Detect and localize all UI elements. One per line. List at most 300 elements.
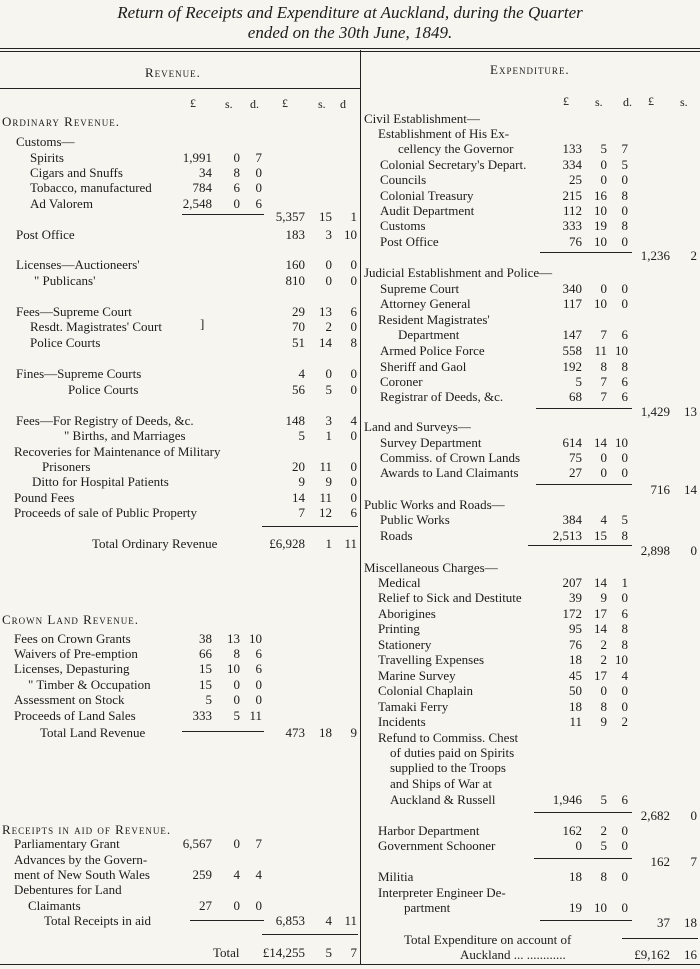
- document-title: [0, 3, 700, 43]
- total-land-label: Total Land Revenue: [40, 725, 146, 740]
- exp-head-pounds: £: [563, 94, 569, 108]
- ditto-hospital-shillings: 9: [325, 474, 332, 489]
- civil-item-label: Post Office: [380, 234, 439, 249]
- harbor-shillings: 2: [600, 823, 607, 838]
- recoveries-pence: 0: [350, 459, 357, 474]
- recoveries-label-2: Prisoners: [42, 459, 91, 474]
- land-surveys-heading: Land and Surveys—: [364, 419, 471, 434]
- judicial-item-pence: 8: [621, 359, 628, 374]
- misc-item-label: Incidents: [378, 714, 426, 729]
- civil-item-pounds: 76: [569, 234, 582, 249]
- judicial-item-shillings: 7: [600, 389, 607, 404]
- crown-item-label: Fees on Crown Grants: [14, 631, 131, 646]
- judicial-item-shillings: 8: [600, 359, 607, 374]
- civil-gov-label-1: Establishment of His Ex-: [378, 126, 510, 141]
- judicial-item-pounds: 5: [575, 374, 582, 389]
- customs-item-shillings: 0: [233, 150, 240, 165]
- total-aid-pence: 11: [344, 913, 357, 928]
- harbor-pence: 0: [621, 823, 628, 838]
- works-item-label: Public Works: [380, 512, 450, 527]
- interpreter-total-pounds: 37: [657, 915, 670, 930]
- crown-item-shillings: 5: [233, 708, 240, 723]
- post-office-shillings: 3: [325, 227, 332, 242]
- misc-item-shillings: 9: [600, 714, 607, 729]
- total-land-shillings: 18: [319, 725, 332, 740]
- customs-item-pence: 0: [255, 180, 262, 195]
- advances-label-1: Advances by the Govern-: [14, 852, 148, 867]
- refund-shillings: 5: [600, 792, 607, 807]
- customs-item-pence: 6: [255, 196, 262, 211]
- civil-item-label: Colonial Treasury: [380, 188, 474, 203]
- misc-item-label: Marine Survey: [378, 668, 456, 683]
- fee-shillings: 13: [319, 304, 332, 319]
- judicial-item-pounds: 68: [569, 389, 582, 404]
- interpreter-pence: 0: [621, 900, 628, 915]
- land-item-label: Survey Department: [380, 435, 482, 450]
- registry-shillings: 3: [325, 413, 332, 428]
- pound-fees-shillings: 11: [319, 490, 332, 505]
- rev-head-pence-2: d: [340, 97, 346, 111]
- judicial-item-label: Armed Police Force: [380, 343, 485, 358]
- land-item-label: Commiss. of Crown Lands: [380, 450, 521, 465]
- customs-item-pounds: 2,548: [182, 196, 212, 211]
- land-item-pence: 0: [621, 450, 628, 465]
- civil-item-label: Customs: [380, 218, 426, 233]
- crown-item-pence: 0: [255, 677, 262, 692]
- license-shillings: 0: [325, 257, 332, 272]
- pound-fees-label: Pound Fees: [14, 490, 75, 505]
- misc-item-pence: 8: [621, 637, 628, 652]
- total-land-pounds: 473: [285, 725, 305, 740]
- crown-item-pounds: 38: [199, 631, 212, 646]
- registry-pence: 4: [350, 413, 357, 428]
- misc-item-pence: 0: [621, 683, 628, 698]
- interpreter-label-2: partment: [404, 900, 451, 915]
- judicial-item-pence: 0: [621, 296, 628, 311]
- misc-item-shillings: 17: [594, 668, 607, 683]
- works-item-shillings: 15: [594, 528, 607, 543]
- judicial-item-label: Coroner: [380, 374, 423, 389]
- ditto-hospital-pounds: 9: [298, 474, 305, 489]
- customs-item-pounds: 784: [192, 180, 212, 195]
- fee-pence: 0: [350, 319, 357, 334]
- grand-total-pounds: £14,255: [262, 945, 305, 960]
- ditto-hospital-label: Ditto for Hospital Patients: [32, 474, 169, 489]
- crown-item-shillings: 0: [233, 677, 240, 692]
- resident-pounds: 147: [562, 327, 582, 342]
- crown-item-pence: 6: [255, 661, 262, 676]
- customs-item-label: Tobacco, manufactured: [30, 180, 152, 195]
- schooner-label: Government Schooner: [378, 838, 496, 853]
- customs-item-pounds: 34: [199, 165, 212, 180]
- customs-total-pence: 1: [350, 209, 357, 224]
- civil-item-pence: 8: [621, 218, 628, 233]
- advances-pounds: 259: [192, 867, 212, 882]
- civil-item-pence: 0: [621, 172, 628, 187]
- advances-shillings: 4: [233, 867, 240, 882]
- judicial-item-pounds: 117: [562, 296, 582, 311]
- fee-pence: 6: [350, 304, 357, 319]
- misc-item-pence: 0: [621, 590, 628, 605]
- crown-item-label: Assessment on Stock: [14, 692, 125, 707]
- judicial-item-shillings: 11: [594, 343, 607, 358]
- misc-item-label: Colonial Chaplain: [378, 683, 473, 698]
- registry-shillings: 1: [325, 428, 332, 443]
- judicial-item-label: Registrar of Deeds, &c.: [380, 389, 504, 404]
- post-office-label: Post Office: [16, 227, 75, 242]
- misc-item-shillings: 2: [600, 637, 607, 652]
- parliamentary-label: Parliamentary Grant: [14, 836, 120, 851]
- exp-head-shillings: s.: [595, 95, 603, 109]
- exp-total-label-1: Total Expenditure on account of: [404, 932, 572, 947]
- civil-item-pounds: 25: [569, 172, 582, 187]
- judicial-item-pounds: 192: [562, 359, 582, 374]
- fine-pence: 0: [350, 382, 357, 397]
- civil-item-pounds: 334: [562, 157, 582, 172]
- crown-item-pounds: 15: [199, 661, 212, 676]
- parliamentary-shillings: 0: [233, 836, 240, 851]
- customs-item-pounds: 1,991: [182, 150, 212, 165]
- refund-label-2: of duties paid on Spirits: [390, 745, 515, 760]
- fee-label: Fees—Supreme Court: [16, 304, 132, 319]
- customs-item-shillings: 8: [233, 165, 240, 180]
- schooner-shillings: 5: [600, 838, 607, 853]
- public-works-heading: Public Works and Roads—: [364, 497, 505, 512]
- fine-label: Police Courts: [68, 382, 139, 397]
- fee-label: Police Courts: [30, 335, 101, 350]
- land-item-pounds: 75: [569, 450, 582, 465]
- civil-item-pounds: 333: [562, 218, 582, 233]
- crown-item-shillings: 0: [233, 692, 240, 707]
- debentures-label-1: Debentures for Land: [14, 882, 122, 897]
- advances-pence: 4: [255, 867, 262, 882]
- misc-item-shillings: 9: [600, 590, 607, 605]
- fine-pounds: 4: [298, 366, 305, 381]
- misc-total-pounds: 2,682: [640, 808, 670, 823]
- civil-gov-label-2: cellency the Governor: [398, 141, 514, 156]
- rev-head-pounds: £: [190, 96, 196, 110]
- crown-item-pounds: 5: [205, 692, 212, 707]
- grand-total-label: Total: [213, 945, 240, 960]
- misc-item-label: Travelling Expenses: [378, 652, 485, 667]
- harbor-pounds: 162: [562, 823, 582, 838]
- customs-item-pence: 0: [255, 165, 262, 180]
- misc-item-pence: 4: [621, 668, 628, 683]
- resident-label-1: Resident Magistrates': [378, 312, 490, 327]
- civil-item-shillings: 16: [594, 188, 607, 203]
- total-ordinary-shillings: 1: [325, 536, 332, 551]
- misc-total-shillings: 0: [690, 808, 697, 823]
- works-item-pounds: 2,513: [552, 528, 582, 543]
- militia-shillings: 8: [600, 869, 607, 884]
- misc-item-pounds: 172: [562, 606, 582, 621]
- civil-item-label: Colonial Secretary's Depart.: [380, 157, 527, 172]
- crown-land-heading: Crown Land Revenue.: [2, 612, 140, 627]
- recoveries-shillings: 11: [319, 459, 332, 474]
- misc-item-pence: 0: [621, 699, 628, 714]
- land-item-shillings: 0: [600, 450, 607, 465]
- misc-item-shillings: 2: [600, 652, 607, 667]
- misc-item-pounds: 18: [569, 652, 582, 667]
- fine-pounds: 56: [292, 382, 305, 397]
- civil-item-pence: 0: [621, 203, 628, 218]
- revenue-head-rule: [0, 88, 360, 89]
- works-item-pence: 5: [621, 512, 628, 527]
- judicial-item-label: Supreme Court: [380, 281, 460, 296]
- misc-item-pounds: 50: [569, 683, 582, 698]
- column-divider: [360, 50, 361, 965]
- civil-total-pounds: 1,236: [640, 248, 670, 263]
- refund-label-4: and Ships of War at: [390, 776, 492, 791]
- title-line-2: ended on the 30th June, 1849.: [247, 23, 453, 42]
- civil-item-shillings: 0: [600, 157, 607, 172]
- exp-total-label-2: Auckland ... ............: [460, 947, 566, 962]
- civil-item-pence: 0: [621, 234, 628, 249]
- proceeds-public-label: Proceeds of sale of Public Property: [14, 505, 198, 520]
- refund-label-5: Auckland & Russell: [390, 792, 496, 807]
- civil-item-label: Audit Department: [380, 203, 475, 218]
- misc-item-pence: 6: [621, 606, 628, 621]
- civil-total-shillings: 2: [690, 248, 697, 263]
- judicial-item-pence: 10: [615, 343, 628, 358]
- proceeds-public-pence: 6: [350, 505, 357, 520]
- interpreter-shillings: 10: [594, 900, 607, 915]
- fine-label: Fines—Supreme Courts: [16, 366, 142, 381]
- registry-pounds: 5: [298, 428, 305, 443]
- militia-pounds: 18: [569, 869, 582, 884]
- pound-fees-pence: 0: [350, 490, 357, 505]
- crown-item-pounds: 15: [199, 677, 212, 692]
- refund-label-1: Refund to Commiss. Chest: [378, 730, 519, 745]
- misc-item-pounds: 18: [569, 699, 582, 714]
- land-item-shillings: 0: [600, 465, 607, 480]
- resident-label-2: Department: [398, 327, 460, 342]
- crown-item-pounds: 66: [199, 646, 212, 661]
- customs-label: Customs—: [16, 134, 75, 149]
- rev-head-shillings: s.: [225, 97, 233, 111]
- registry-label: " Births, and Marriages: [64, 428, 186, 443]
- civil-item-pounds: 215: [562, 188, 582, 203]
- bottom-rule: [0, 964, 700, 965]
- debentures-pence: 0: [255, 898, 262, 913]
- crown-item-label: Licenses, Depasturing: [14, 661, 130, 676]
- judicial-item-pence: 6: [621, 389, 628, 404]
- harbor-total-pounds: 162: [650, 854, 670, 869]
- refund-pence: 6: [621, 792, 628, 807]
- total-aid-label: Total Receipts in aid: [44, 913, 152, 928]
- rev-head-shillings-2: s.: [318, 97, 326, 111]
- misc-item-label: Aborigines: [378, 606, 436, 621]
- civil-item-shillings: 19: [594, 218, 607, 233]
- misc-item-label: Tamaki Ferry: [378, 699, 449, 714]
- fee-shillings: 2: [325, 319, 332, 334]
- misc-item-pence: 8: [621, 621, 628, 636]
- license-shillings: 0: [325, 273, 332, 288]
- debentures-shillings: 0: [233, 898, 240, 913]
- judicial-total-shillings: 13: [684, 404, 697, 419]
- land-total-pounds: 716: [650, 482, 670, 497]
- exp-grand-sum-rule: [622, 938, 698, 939]
- works-item-shillings: 4: [600, 512, 607, 527]
- exp-head-pounds-2: £: [648, 94, 654, 108]
- fee-pounds: 51: [292, 335, 305, 350]
- crown-item-label: Waivers of Pre-emption: [14, 646, 138, 661]
- registry-pounds: 148: [285, 413, 305, 428]
- customs-item-shillings: 0: [233, 196, 240, 211]
- civil-item-label: Councils: [380, 172, 427, 187]
- post-office-pounds: 183: [285, 227, 305, 242]
- crown-item-label: " Timber & Occupation: [28, 677, 151, 692]
- refund-pounds: 1,946: [552, 792, 582, 807]
- interpreter-label-1: Interpreter Engineer De-: [378, 885, 506, 900]
- crown-item-pence: 0: [255, 692, 262, 707]
- customs-item-pence: 7: [255, 150, 262, 165]
- judicial-item-shillings: 10: [594, 296, 607, 311]
- judicial-item-pence: 0: [621, 281, 628, 296]
- judicial-item-pounds: 340: [562, 281, 582, 296]
- customs-total-pounds: 5,357: [275, 209, 305, 224]
- title-rule-double: [0, 51, 700, 52]
- fee-pounds: 70: [292, 319, 305, 334]
- license-pence: 0: [350, 257, 357, 272]
- works-item-label: Roads: [380, 528, 413, 543]
- misc-item-pence: 1: [621, 575, 628, 590]
- license-pounds: 810: [285, 273, 305, 288]
- civil-item-pounds: 112: [562, 203, 582, 218]
- fee-pounds: 29: [292, 304, 305, 319]
- total-aid-shillings: 4: [325, 913, 332, 928]
- judicial-item-shillings: 7: [600, 374, 607, 389]
- harbor-total-shillings: 7: [690, 854, 697, 869]
- works-total-shillings: 0: [690, 543, 697, 558]
- schooner-pounds: 0: [575, 838, 582, 853]
- misc-item-shillings: 8: [600, 699, 607, 714]
- land-item-pence: 10: [615, 435, 628, 450]
- exp-head-pence: d.: [623, 95, 632, 109]
- advances-label-2: ment of New South Wales: [14, 867, 150, 882]
- judicial-item-pounds: 558: [562, 343, 582, 358]
- customs-item-label: Spirits: [30, 150, 64, 165]
- proceeds-public-shillings: 12: [319, 505, 332, 520]
- fee-label: Resdt. Magistrates' Court: [30, 319, 162, 334]
- judicial-item-label: Sheriff and Gaol: [380, 359, 467, 374]
- judicial-item-shillings: 0: [600, 281, 607, 296]
- registry-pence: 0: [350, 428, 357, 443]
- crown-item-pounds: 333: [192, 708, 212, 723]
- misc-item-shillings: 14: [594, 621, 607, 636]
- total-ordinary-pence: 11: [344, 536, 357, 551]
- grand-total-pence: 7: [350, 945, 357, 960]
- registry-label: Fees—For Registry of Deeds, &c.: [16, 413, 194, 428]
- customs-total-shillings: 15: [319, 209, 332, 224]
- works-total-pounds: 2,898: [640, 543, 670, 558]
- misc-item-pounds: 45: [569, 668, 582, 683]
- civil-item-shillings: 10: [594, 234, 607, 249]
- exp-head-shillings-2: s.: [680, 95, 688, 109]
- ordinary-sum-rule: [262, 526, 358, 527]
- fine-pence: 0: [350, 366, 357, 381]
- grand-total-shillings: 5: [325, 945, 332, 960]
- aid-heading: Receipts in aid of Revenue.: [2, 822, 172, 837]
- judicial-heading: Judicial Establishment and Police—: [364, 265, 553, 280]
- crown-item-shillings: 13: [227, 631, 240, 646]
- expenditure-heading: Expenditure.: [490, 62, 570, 77]
- resident-shillings: 7: [600, 327, 607, 342]
- fine-shillings: 0: [325, 366, 332, 381]
- license-pounds: 160: [285, 257, 305, 272]
- judicial-total-pounds: 1,429: [640, 404, 670, 419]
- misc-item-label: Medical: [378, 575, 421, 590]
- misc-item-shillings: 17: [594, 606, 607, 621]
- judicial-item-label: Attorney General: [380, 296, 471, 311]
- debentures-pounds: 27: [199, 898, 212, 913]
- crown-item-pence: 11: [249, 708, 262, 723]
- civil-heading: Civil Establishment—: [364, 111, 480, 126]
- customs-item-label: Cigars and Snuffs: [30, 165, 123, 180]
- land-item-label: Awards to Land Claimants: [380, 465, 519, 480]
- works-item-pence: 8: [621, 528, 628, 543]
- parliamentary-pounds: 6,567: [182, 836, 212, 851]
- license-label: Licenses—Auctioneers': [16, 257, 140, 272]
- pound-fees-pounds: 14: [292, 490, 305, 505]
- crown-item-pence: 10: [249, 631, 262, 646]
- civil-item-pence: 5: [621, 157, 628, 172]
- interpreter-pounds: 19: [569, 900, 582, 915]
- proceeds-public-pounds: 7: [298, 505, 305, 520]
- total-ordinary-label: Total Ordinary Revenue: [92, 536, 218, 551]
- bracket-icon: ]: [200, 316, 205, 331]
- fee-shillings: 14: [319, 335, 332, 350]
- misc-item-pounds: 39: [569, 590, 582, 605]
- judicial-item-pence: 6: [621, 374, 628, 389]
- land-item-pounds: 27: [569, 465, 582, 480]
- ditto-hospital-pence: 0: [350, 474, 357, 489]
- parliamentary-pence: 7: [255, 836, 262, 851]
- rev-head-pence: d.: [250, 97, 259, 111]
- misc-heading: Miscellaneous Charges—: [364, 560, 498, 575]
- customs-item-label: Ad Valorem: [30, 196, 93, 211]
- civil-item-shillings: 0: [600, 172, 607, 187]
- fee-pence: 8: [350, 335, 357, 350]
- civil-gov-pounds: 133: [562, 141, 582, 156]
- militia-label: Militia: [378, 869, 414, 884]
- exp-grand-total-shillings: 16: [684, 947, 697, 962]
- civil-gov-pence: 7: [621, 141, 628, 156]
- civil-item-shillings: 10: [594, 203, 607, 218]
- refund-label-3: supplied to the Troops: [390, 760, 506, 775]
- recoveries-label-1: Recoveries for Maintenance of Military: [14, 444, 221, 459]
- exp-grand-total-pounds: £9,162: [634, 947, 670, 962]
- misc-item-label: Printing: [378, 621, 420, 636]
- revenue-heading: Revenue.: [145, 65, 201, 80]
- rev-head-pounds-2: £: [282, 96, 288, 110]
- crown-item-label: Proceeds of Land Sales: [14, 708, 136, 723]
- license-pence: 0: [350, 273, 357, 288]
- crown-item-shillings: 8: [233, 646, 240, 661]
- misc-item-pence: 10: [615, 652, 628, 667]
- works-item-pounds: 384: [562, 512, 582, 527]
- ordinary-revenue-heading: Ordinary Revenue.: [2, 114, 121, 129]
- license-label: " Publicans': [34, 273, 96, 288]
- schooner-pence: 0: [621, 838, 628, 853]
- crown-item-pence: 6: [255, 646, 262, 661]
- total-aid-pounds: 6,853: [275, 913, 305, 928]
- post-office-pence: 10: [344, 227, 357, 242]
- misc-item-label: Stationery: [378, 637, 432, 652]
- title-line-1: Return of Receipts and Expenditure at Auckland, during the Quarter: [117, 3, 583, 22]
- misc-item-label: Relief to Sick and Destitute: [378, 590, 522, 605]
- recoveries-pounds: 20: [292, 459, 305, 474]
